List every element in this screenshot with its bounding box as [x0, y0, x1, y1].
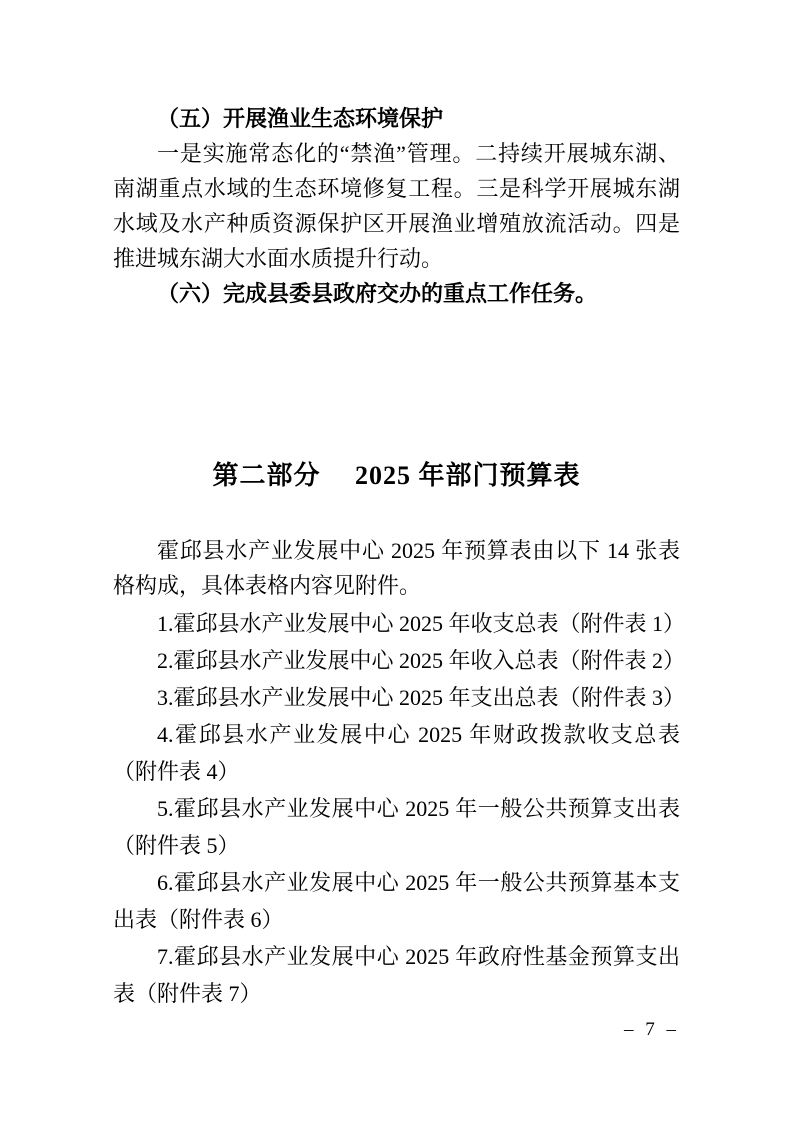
- table-list-item: 6.霍邱县水产业发展中心 2025 年一般公共预算基本支出表（附件表 6）: [113, 870, 680, 932]
- table-list-item: 7.霍邱县水产业发展中心 2025 年政府性基金预算支出表（附件表 7）: [113, 944, 680, 1006]
- heading-section-six: （六）完成县委县政府交办的重点工作任务。: [157, 281, 598, 306]
- table-list-item: 4.霍邱县水产业发展中心 2025 年财政拨款收支总表（附件表 4）: [113, 722, 680, 784]
- table-list-item: 1.霍邱县水产业发展中心 2025 年收支总表（附件表 1）: [157, 611, 686, 636]
- part-two-title: 第二部分 2025 年部门预算表: [212, 461, 581, 490]
- paragraph-section-five: 一是实施常态化的“禁渔”管理。二持续开展城东湖、南湖重点水域的生态环境修复工程。三是科学开展城东湖水域及水产种质资源保护区开展渔业增殖放流活动。四是推进城东湖大水面水质提升行动。: [113, 141, 680, 271]
- budget-tables-intro: 霍邱县水产业发展中心 2025 年预算表由以下 14 张表格构成，具体表格内容见附件。: [113, 538, 680, 598]
- page-number: – 7 –: [624, 1019, 676, 1040]
- table-list-item: 5.霍邱县水产业发展中心 2025 年一般公共预算支出表（附件表 5）: [113, 796, 680, 858]
- table-list-item: 3.霍邱县水产业发展中心 2025 年支出总表（附件表 3）: [157, 685, 686, 710]
- heading-section-five: （五）开展渔业生态环境保护: [157, 106, 444, 131]
- table-list-item: 2.霍邱县水产业发展中心 2025 年收入总表（附件表 2）: [157, 648, 686, 673]
- budget-table-list: [113, 605, 686, 1012]
